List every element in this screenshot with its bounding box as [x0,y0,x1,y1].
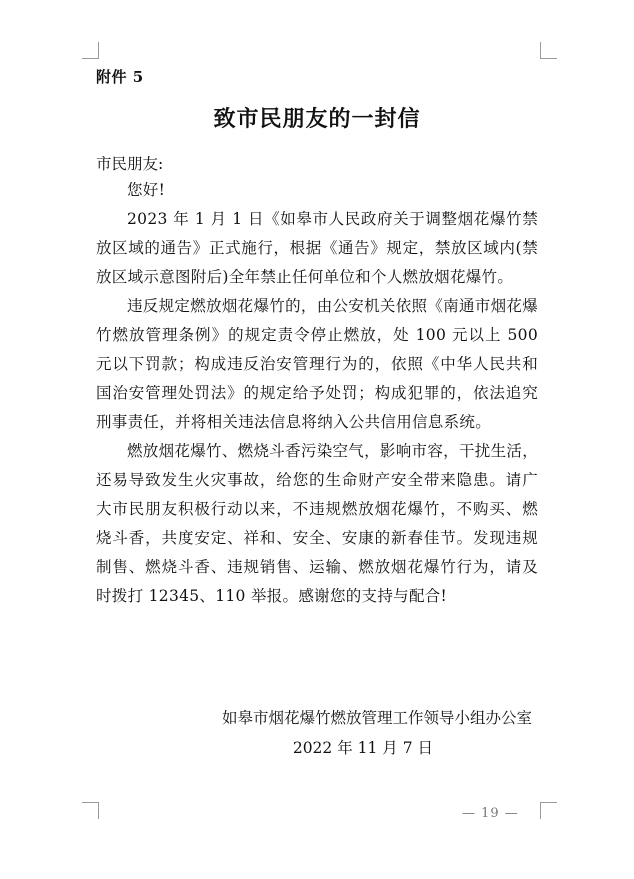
crop-mark-top-left [82,42,99,59]
paragraph-appeal: 燃放烟花爆竹、燃烧斗香污染空气，影响市容，干扰生活，还易导致发生火灾事故，给您的生命财产安全带来隐患。请广大市民朋友积极行动以来，不违规燃放烟花爆竹，不购买、燃烧斗香，共度安定、祥和、安全、安康的新春佳节。发现违规制售、燃烧斗香、违规销售、运输、燃放烟花爆竹行为，请及时拨打 12345、110 举报。感谢您的支持与配合! [96,442,538,605]
crop-mark-bottom-left [82,802,99,819]
attachment-label: 附件 5 [96,68,144,86]
paragraph-greeting: 您好! [127,181,166,199]
paragraph-penalties: 违反规定燃放烟花爆竹的，由公安机关依照《南通市烟花爆竹燃放管理条例》的规定责令停止燃放，处 100 元以上 500 元以下罚款；构成违反治安管理行为的，依照《中华人民共和国治安管理处罚法》的规定给予处罚；构成犯罪的，依法追究刑事责任，并将相关违法信息将纳入公共信用信息系统。 [96,297,538,431]
paragraph-notice: 2023 年 1 月 1 日《如皋市人民政府关于调整烟花爆竹禁放区域的通告》正式施行，根据《通告》规定，禁放区域内(禁放区域示意图附后)全年禁止任何单位和个人燃放烟花爆竹。 [96,210,538,286]
crop-mark-top-right [540,42,557,59]
signature-date: 2022 年 11 月 7 日 [292,739,433,757]
salutation: 市民朋友: [96,155,164,173]
crop-mark-bottom-right [540,802,557,819]
letter-body [96,176,538,611]
letter-title: 致市民朋友的一封信 [213,106,421,132]
page-number: — 19 — [462,806,519,821]
signature-organization: 如皋市烟花爆竹燃放管理工作领导小组办公室 [221,709,532,727]
